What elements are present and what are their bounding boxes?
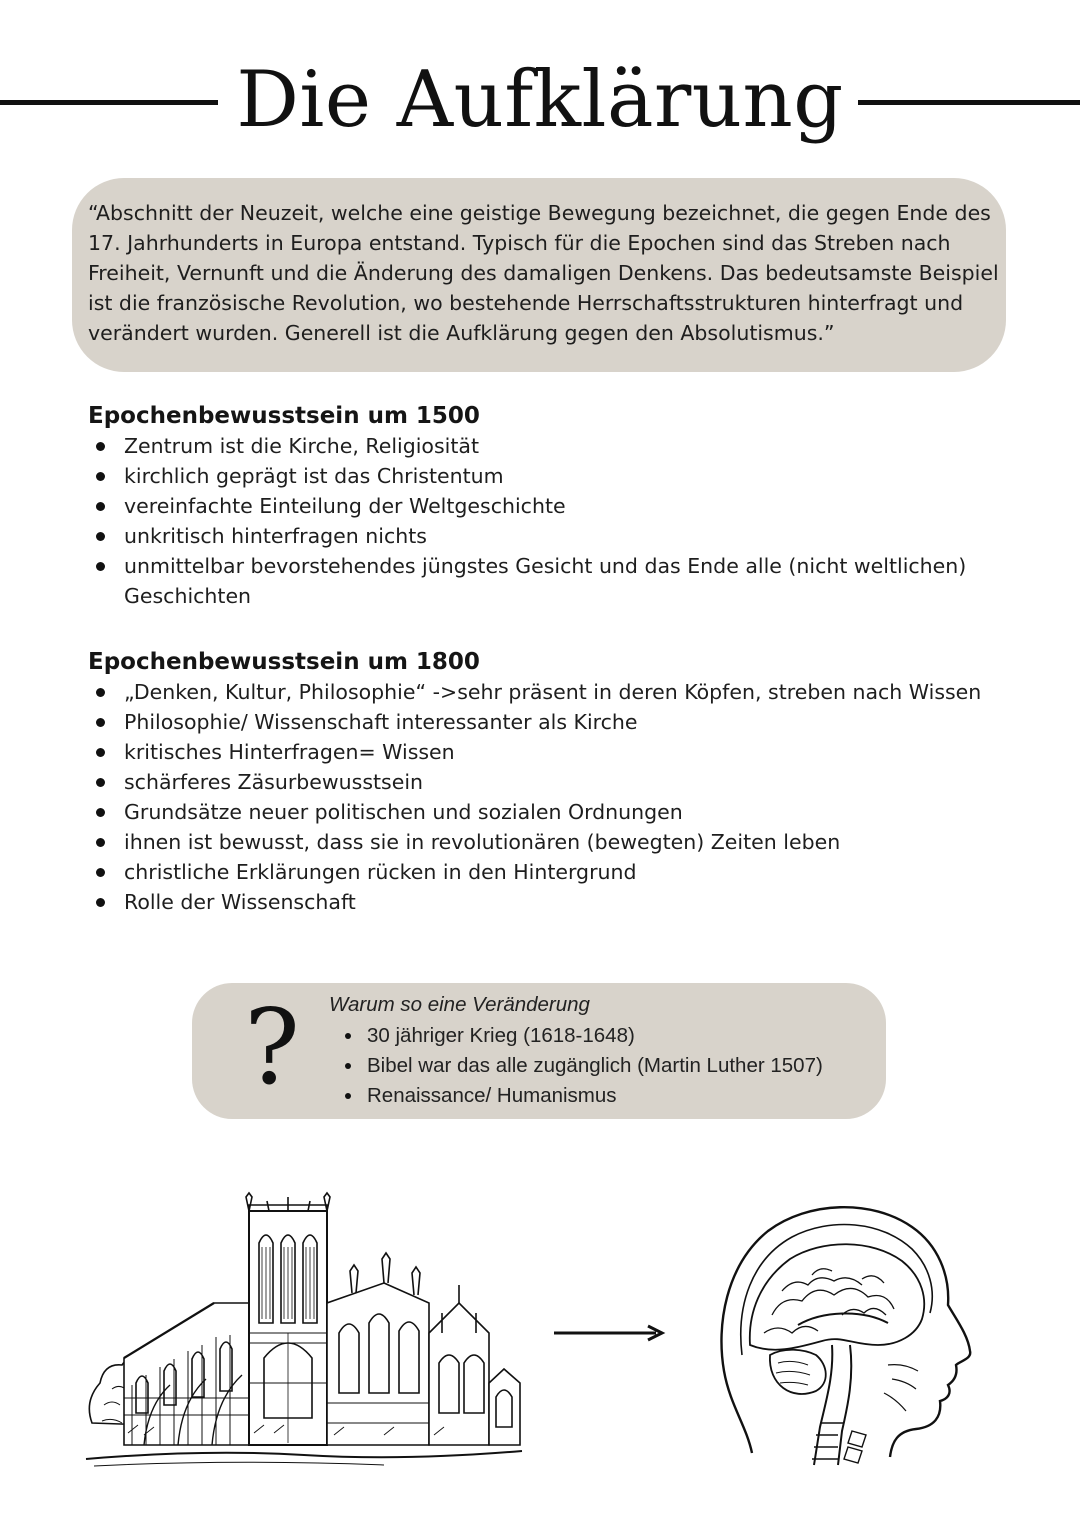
list-item-text: Zentrum ist die Kirche, Religiosität bbox=[124, 434, 479, 458]
title-row bbox=[0, 52, 1080, 162]
section-1800 bbox=[88, 647, 1048, 917]
why-list bbox=[329, 1021, 869, 1111]
bullet-icon bbox=[96, 442, 105, 451]
list-item-text: christliche Erklärungen rücken in den Hintergrund bbox=[124, 860, 637, 884]
list-item bbox=[88, 521, 1048, 551]
list-item bbox=[88, 491, 1048, 521]
list-item bbox=[329, 1051, 869, 1081]
bullet-icon bbox=[96, 532, 105, 541]
page-title: Die Aufklärung bbox=[236, 55, 844, 145]
bullet-icon bbox=[345, 1063, 351, 1069]
list-item-text: Bibel war das alle zugänglich (Martin Luther 1507) bbox=[367, 1054, 823, 1077]
list-item-text: kritisches Hinterfragen= Wissen bbox=[124, 740, 455, 764]
section-1500-list bbox=[88, 431, 1048, 611]
section-1800-heading: Epochenbewusstsein um 1800 bbox=[88, 649, 480, 675]
list-item-text: schärferes Zäsurbewusstsein bbox=[124, 770, 424, 794]
bullet-icon bbox=[96, 808, 105, 817]
arrow-right-icon bbox=[552, 1322, 666, 1344]
definition-box bbox=[72, 178, 1006, 372]
list-item-text: unmittelbar bevorstehendes jüngstes Gesicht und das Ende alle (nicht weltlichen) Geschichten bbox=[124, 554, 967, 608]
bullet-icon bbox=[96, 898, 105, 907]
section-1800-list bbox=[88, 677, 1048, 917]
list-item-text: „Denken, Kultur, Philosophie“ ->sehr präsent in deren Köpfen, streben nach Wissen bbox=[124, 680, 982, 704]
section-1500-heading: Epochenbewusstsein um 1500 bbox=[88, 403, 480, 429]
bullet-icon bbox=[96, 718, 105, 727]
list-item-text: unkritisch hinterfragen nichts bbox=[124, 524, 427, 548]
list-item-text: ihnen ist bewusst, dass sie in revolutionären (bewegten) Zeiten leben bbox=[124, 830, 841, 854]
title-rule-left bbox=[0, 100, 218, 105]
bullet-icon bbox=[96, 688, 105, 697]
bullet-icon bbox=[96, 502, 105, 511]
why-heading: Warum so eine Veränderung bbox=[329, 993, 590, 1016]
bullet-icon bbox=[345, 1093, 351, 1099]
bullet-icon bbox=[96, 778, 105, 787]
section-1500 bbox=[88, 401, 1048, 611]
list-item bbox=[88, 677, 1048, 707]
cathedral-icon bbox=[84, 1183, 524, 1473]
list-item bbox=[329, 1081, 869, 1111]
list-item bbox=[329, 1021, 869, 1051]
list-item-text: 30 jähriger Krieg (1618-1648) bbox=[367, 1024, 635, 1047]
list-item bbox=[88, 857, 1048, 887]
list-item bbox=[88, 551, 1048, 611]
bullet-icon bbox=[96, 838, 105, 847]
list-item-text: Philosophie/ Wissenschaft interessanter als Kirche bbox=[124, 710, 638, 734]
bullet-icon bbox=[96, 562, 105, 571]
list-item bbox=[88, 887, 1048, 917]
list-item-text: Rolle der Wissenschaft bbox=[124, 890, 356, 914]
question-mark-icon: ? bbox=[244, 986, 300, 1108]
bullet-icon bbox=[345, 1033, 351, 1039]
list-item-text: Grundsätze neuer politischen und sozialen Ordnungen bbox=[124, 800, 683, 824]
list-item bbox=[88, 461, 1048, 491]
bullet-icon bbox=[96, 748, 105, 757]
why-box bbox=[192, 983, 886, 1119]
bullet-icon bbox=[96, 868, 105, 877]
definition-text: “Abschnitt der Neuzeit, welche eine geistige Bewegung bezeichnet, die gegen Ende des 17. Jahrhunderts in Europa entstand. Typisch für die Epochen sind das Streben nach Freiheit, Vernunft und die Änderung des damaligen Denkens. Das bedeutsamste Beispiel ist die französische Revolution, wo bestehende Herrschaftsstrukturen hinterfragt und verändert wurden. Generell ist die Aufklärung gegen den Absolutismus.” bbox=[88, 201, 999, 345]
list-item-text: Renaissance/ Humanismus bbox=[367, 1084, 617, 1107]
list-item bbox=[88, 431, 1048, 461]
list-item bbox=[88, 797, 1048, 827]
list-item bbox=[88, 707, 1048, 737]
list-item bbox=[88, 767, 1048, 797]
list-item bbox=[88, 737, 1048, 767]
list-item-text: kirchlich geprägt ist das Christentum bbox=[124, 464, 504, 488]
list-item bbox=[88, 827, 1048, 857]
why-content bbox=[329, 991, 869, 1111]
bullet-icon bbox=[96, 472, 105, 481]
list-item-text: vereinfachte Einteilung der Weltgeschichte bbox=[124, 494, 566, 518]
title-rule-right bbox=[858, 100, 1080, 105]
brain-head-icon bbox=[712, 1195, 974, 1467]
